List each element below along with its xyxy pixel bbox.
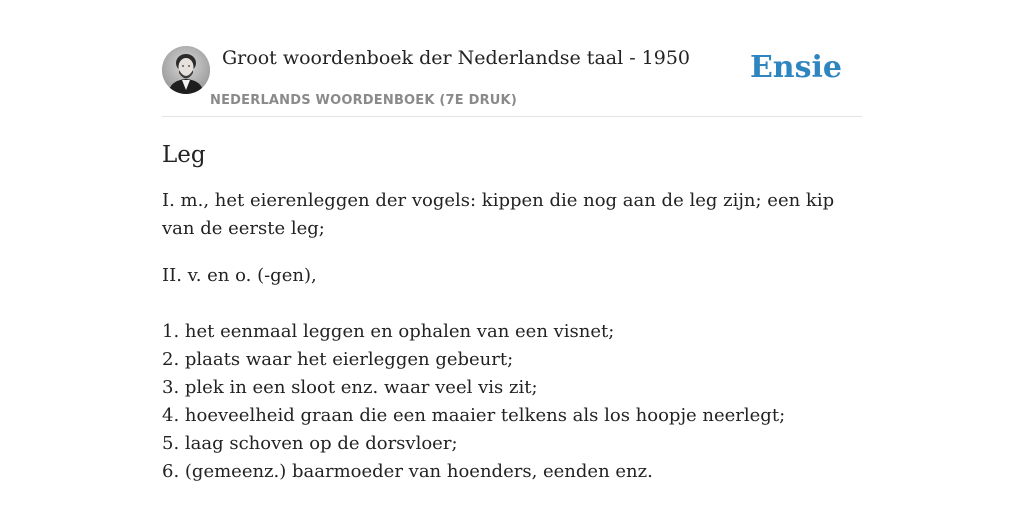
portrait-photo-icon — [162, 46, 210, 94]
book-subtitle: NEDERLANDS WOORDENBOEK (7E DRUK) — [210, 93, 517, 108]
author-avatar[interactable] — [162, 46, 210, 94]
page-header — [162, 46, 862, 117]
list-item: 5. laag schoven op de dorsvloer; — [162, 433, 458, 454]
sense-list — [162, 318, 862, 486]
entry-content — [162, 138, 862, 486]
ensie-logo[interactable]: Ensie — [749, 50, 842, 85]
list-item: 2. plaats waar het eierleggen gebeurt; — [162, 349, 514, 370]
sense-1: I. m., het eierenleggen der vogels: kippen die nog aan de leg zijn; een kip van de eerste leg; — [162, 190, 835, 239]
list-item: 3. plek in een sloot enz. waar veel vis zit; — [162, 377, 538, 398]
list-item: 4. hoeveelheid graan die een maaier telkens als los hoopje neerlegt; — [162, 405, 786, 426]
list-item: 1. het eenmaal leggen en ophalen van een visnet; — [162, 321, 615, 342]
entry-headword: Leg — [162, 142, 206, 168]
book-title[interactable]: Groot woordenboek der Nederlandse taal - 1950 — [222, 47, 691, 69]
sense-2: II. v. en o. (-gen), — [162, 265, 317, 286]
list-item: 6. (gemeenz.) baarmoeder van hoenders, eenden enz. — [162, 461, 653, 482]
